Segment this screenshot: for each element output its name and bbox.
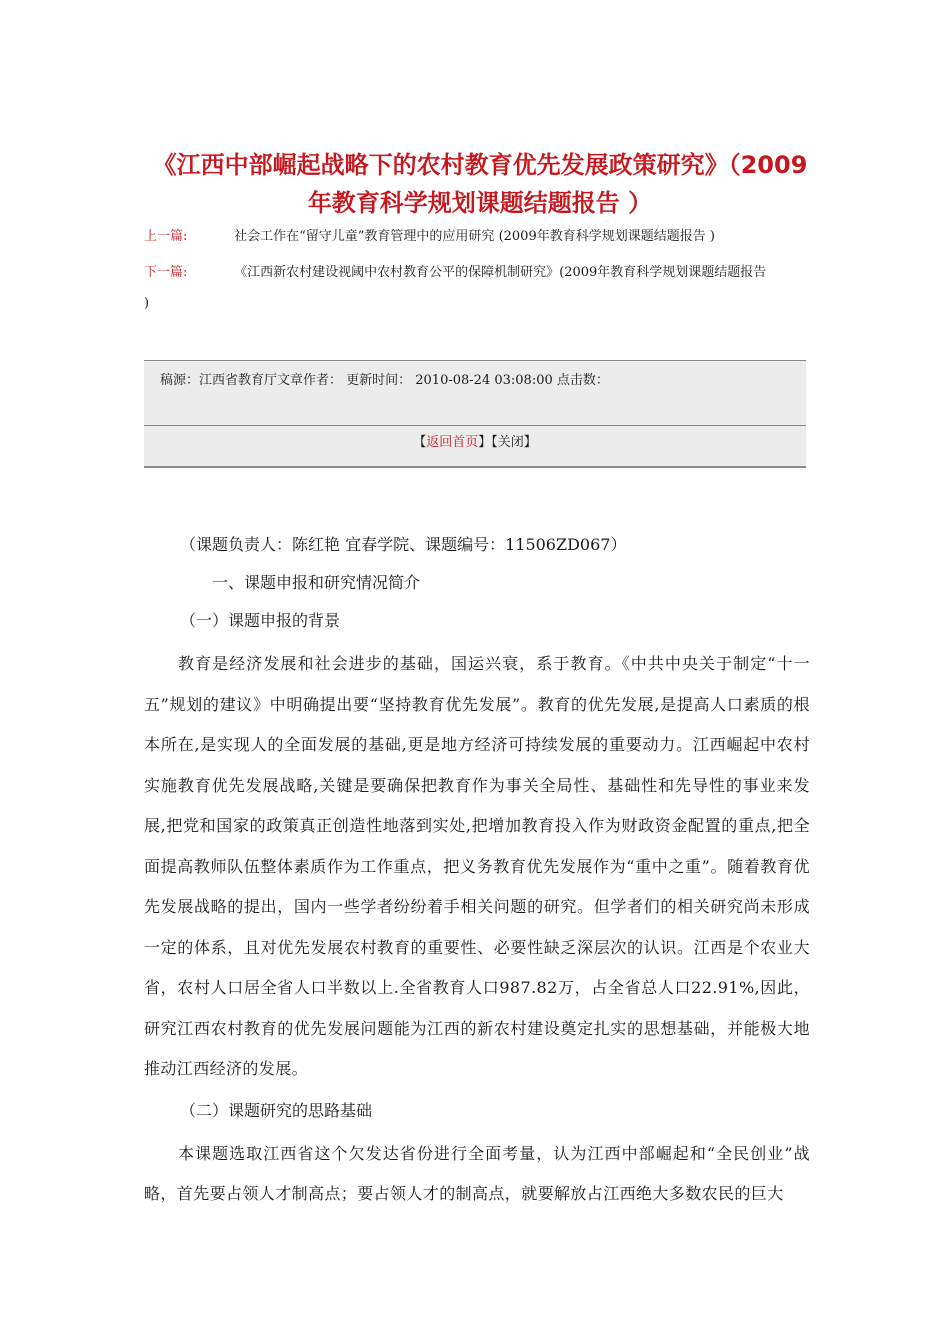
prev-article-row <box>144 218 814 256</box>
bracket-close: 】 <box>478 435 492 450</box>
section-heading: 一、课题申报和研究情况简介 <box>212 573 421 592</box>
bracket-open: 【 <box>413 435 427 450</box>
close-link[interactable]: 关闭 <box>497 435 524 450</box>
page-title: 《江西中部崛起战略下的农村教育优先发展政策研究》（2009年教育科学规划课题结题报告 ） <box>152 151 808 217</box>
next-article-label: 下一篇: <box>144 265 188 280</box>
next-article-link-continued[interactable]: ) <box>144 296 150 311</box>
subsection-heading: （一）课题申报的背景 <box>180 611 341 630</box>
info-divider <box>144 425 806 426</box>
article-body <box>144 530 810 1215</box>
bracket-close: 】 <box>523 435 537 450</box>
subsection-heading: （二）课题研究的思路基础 <box>180 1100 373 1120</box>
next-article-link[interactable]: 《江西新农村建设视阈中农村教育公平的保障机制研究》(2009年教育科学规划课题结题报告 <box>234 265 767 280</box>
article-meta-line: 稿源：江西省教育厅文章作者： 更新时间： 2010-08-24 03:08:00 点击数： <box>160 373 609 388</box>
body-paragraph: 教育是经济发展和社会进步的基础，国运兴衰，系于教育。《中共中央关于制定“十一五”规划的建议》中明确提出要“坚持教育优先发展”。教育的优先发展,是提高人口素质的根本所在,是实现人的全面发展的基础,更是地方经济可持续发展的重要动力。江西崛起中农村实施教育优先发展战略,关键是要确保把教育作为事关全局性、基础性和先导性的事业来发展,把党和国家的政策真正创造性地落到实处,把增加教育投入作为财政资金配置的重点,把全面提高教师队伍整体素质作为工作重点，把义务教育优先发展作为“重中之重”。随着教育优先发展战略的提出，国内一些学者纷纷着手相关问题的研究。但学者们的相关研究尚未形成一定的体系，且对优先发展农村教育的重要性、必要性缺乏深层次的认识。江西是个农业大省，农村人口居全省人口半数以上.全省教育人口987.82万，占全省总人口22.91%,因此，研究江西农村教育的优先发展问题能为江西的新农村建设奠定扎实的思想基础，并能极大地推动江西经济的发展。 <box>144 654 810 1078</box>
next-article-row <box>144 254 814 292</box>
project-meta: （课题负责人：陈红艳 宜春学院、课题编号：11506ZD067） <box>180 535 627 554</box>
home-link[interactable]: 返回首页 <box>426 435 479 450</box>
article-info-box <box>144 360 806 468</box>
article-actions <box>144 431 806 450</box>
prev-article-link[interactable]: 社会工作在“留守儿童”教育管理中的应用研究 (2009年教育科学规划课题结题报告 ) <box>234 229 715 244</box>
prev-article-label: 上一篇: <box>144 229 188 244</box>
bracket-open: 【 <box>491 435 498 450</box>
body-paragraph: 本课题选取江西省这个欠发达省份进行全面考量，认为江西中部崛起和“全民创业”战略，首先要占领人才制高点；要占领人才的制高点，就要解放占江西绝大多数农民的巨大 <box>144 1143 810 1203</box>
